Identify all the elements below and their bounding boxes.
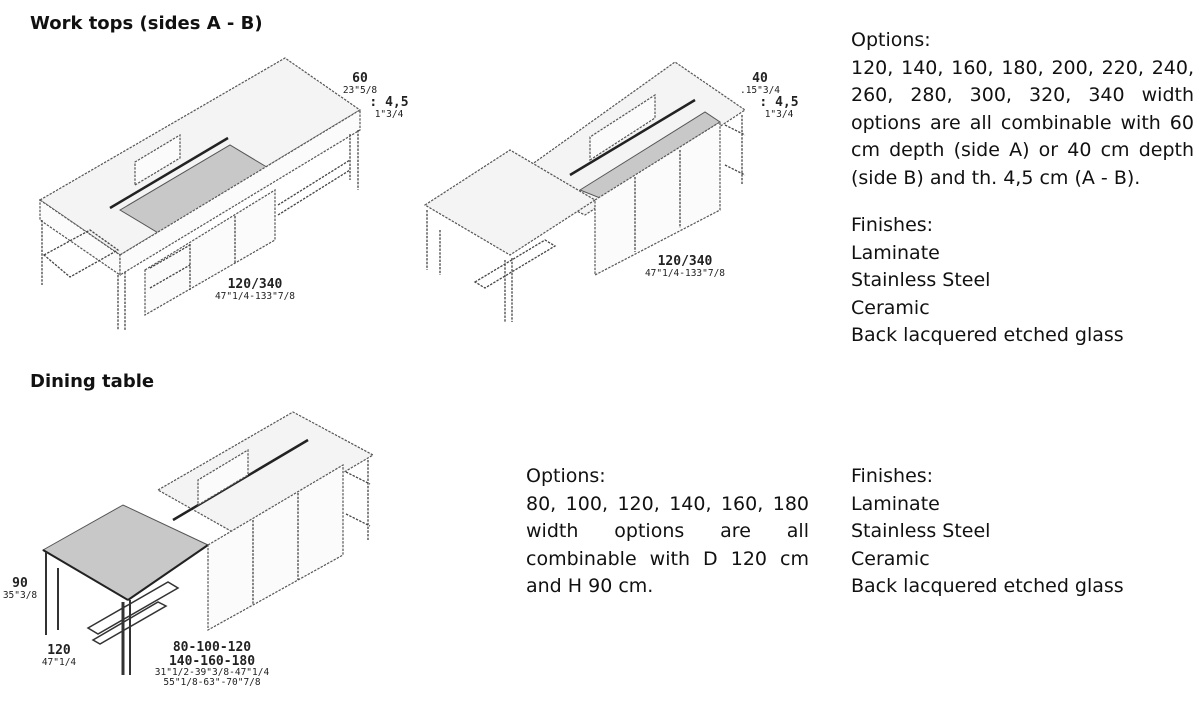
dining-options-block xyxy=(526,463,809,601)
worktops-finishes-label: Finishes: xyxy=(851,214,934,236)
dining-widths-dim: 80-100-120 140-160-180 31"1/2-39"3/8-47"1/4 55"1/8-63"-70"7/8 xyxy=(154,640,270,689)
dining-height-dim: 90 35"3/8 xyxy=(2,576,38,601)
finish-item: Back lacquered etched glass xyxy=(851,575,1124,597)
dining-options-label: Options: xyxy=(526,465,606,487)
side-b-depth-dim: 40 .15"3/4 xyxy=(739,71,781,96)
finish-item: Stainless Steel xyxy=(851,269,991,291)
dining-finishes-block xyxy=(851,463,1194,601)
finish-item: Back lacquered etched glass xyxy=(851,324,1124,346)
finish-item: Laminate xyxy=(851,241,940,264)
finish-item: Stainless Steel xyxy=(851,520,991,542)
worktops-options-block xyxy=(851,27,1194,192)
dining-options-text: 80, 100, 120, 140, 160, 180 width options are all combinable with D 120 cm and H 90 cm. xyxy=(526,492,809,597)
worktop-side-b-drawing xyxy=(420,60,760,330)
dining-depth-dim: 120 47"1/4 xyxy=(41,643,77,668)
side-a-width-dim: 120/340 47"1/4-133"7/8 xyxy=(214,277,296,302)
worktops-options-label: Options: xyxy=(851,29,931,51)
worktops-finishes-list xyxy=(851,240,1194,350)
worktops-finishes-block xyxy=(851,212,1194,350)
side-b-thickness-dim: : 4,5 1"3/4 xyxy=(759,95,799,120)
dining-finishes-label: Finishes: xyxy=(851,465,934,487)
worktops-options-text: 120, 140, 160, 180, 200, 220, 240, 260, 280, 300, 320, 340 width options are all combinable with 60 cm depth (side A) or 40 cm depth (side B) and th. 4,5 cm (A - B). xyxy=(851,56,1194,189)
side-b-width-dim: 120/340 47"1/4-133"7/8 xyxy=(644,254,726,279)
side-a-depth-dim: 60 23"5/8 xyxy=(342,71,378,96)
side-a-thickness-dim: : 4,5 1"3/4 xyxy=(369,95,409,120)
finish-item: Laminate xyxy=(851,492,940,515)
dining-finishes-list xyxy=(851,491,1194,601)
finish-item: Ceramic xyxy=(851,296,930,319)
dining-heading: Dining table xyxy=(30,371,155,392)
finish-item: Ceramic xyxy=(851,547,930,570)
worktops-heading: Work tops (sides A - B) xyxy=(30,13,263,34)
